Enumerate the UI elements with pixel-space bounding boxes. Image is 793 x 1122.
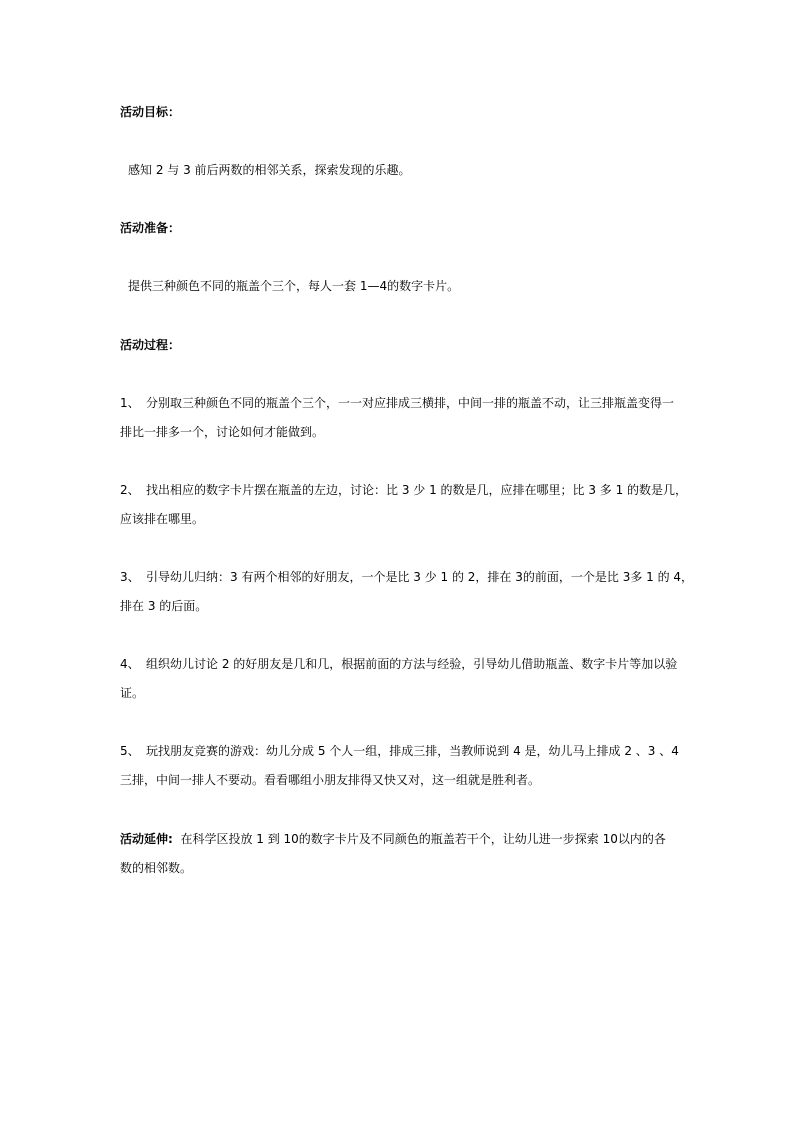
step-4-line-1 [120, 656, 677, 672]
step-3-number: 3、 [120, 570, 140, 584]
step-2-text-1: 找出相应的数字卡片摆在瓶盖的左边，讨论：比 3 少 1 的数是几，应排在哪里；比 3 多 1 的数是几， [146, 483, 688, 497]
step-4-text-2: 证。 [120, 686, 145, 700]
prep-heading: 活动准备： [120, 221, 181, 235]
process-heading: 活动过程： [120, 338, 181, 352]
goal-text: 感知 2 与 3 前后两数的相邻关系，探索发现的乐趣。 [128, 163, 411, 177]
extension-heading: 活动延伸: [120, 832, 173, 846]
goal-heading: 活动目标： [120, 105, 181, 119]
step-2-text-2: 应该排在哪里。 [120, 512, 205, 526]
step-3-text-2: 排在 3 的后面。 [120, 599, 208, 613]
step-3-line-1 [120, 569, 693, 585]
extension-text-1: 在科学区投放 1 到 10的数字卡片及不同颜色的瓶盖若干个，让幼儿进一步探索 10以内的各 [180, 832, 666, 846]
step-5-number: 5、 [120, 744, 140, 758]
extension-text-2: 数的相邻数。 [120, 861, 193, 875]
step-1-text-2: 排比一排多一个，讨论如何才能做到。 [120, 425, 325, 439]
extension-line-1 [120, 831, 666, 847]
step-5-text-2: 三排，中间一排人不要动。看看哪组小朋友排得又快又对，这一组就是胜利者。 [120, 773, 541, 787]
step-3-text-1: 引导幼儿归纳：3 有两个相邻的好朋友，一个是比 3 少 1 的 2，排在 3的前面，一个是比 3多 1 的 4， [146, 570, 694, 584]
prep-text: 提供三种颜色不同的瓶盖个三个，每人一套 1—4的数字卡片。 [128, 279, 460, 293]
step-1-number: 1、 [120, 396, 140, 410]
step-4-text-1: 组织幼儿讨论 2 的好朋友是几和几，根据前面的方法与经验，引导幼儿借助瓶盖、数字卡片等加以验 [146, 657, 678, 671]
step-2-number: 2、 [120, 483, 140, 497]
step-5-line-1 [120, 743, 679, 759]
step-1-line-1 [120, 395, 674, 411]
step-2-line-1 [120, 482, 687, 498]
step-5-text-1: 玩找朋友竞赛的游戏：幼儿分成 5 个人一组，排成三排，当教师说到 4 是，幼儿马上排成 2 、3 、4 [146, 744, 679, 758]
step-1-text-1: 分别取三种颜色不同的瓶盖个三个，一一对应排成三横排，中间一排的瓶盖不动，让三排瓶盖变得一 [146, 396, 675, 410]
step-4-number: 4、 [120, 657, 140, 671]
